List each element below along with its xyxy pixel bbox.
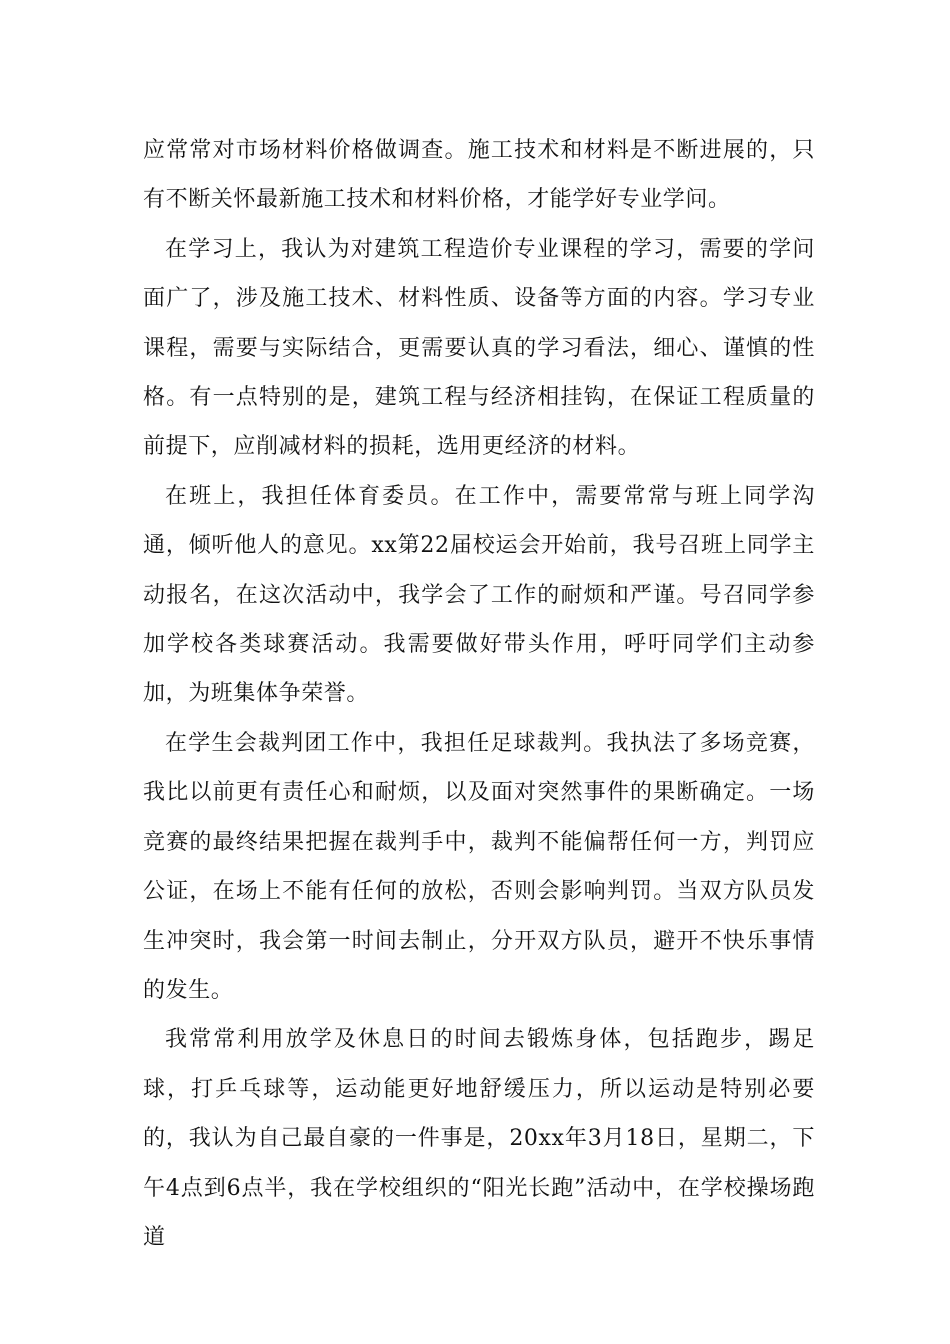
paragraph-class-sports-committee: 在班上，我担任体育委员。在工作中，需要常常与班上同学沟通，倾听他人的意见。xx第22届校运会开始前，我号召班上同学主动报名，在这次活动中，我学会了工作的耐烦和严谨。号召同学参加学校各类球赛活动。我需要做好带头作用，呼吁同学们主动参加，为班集体争荣誉。 [143, 483, 815, 707]
paragraph-study: 在学习上，我认为对建筑工程造价专业课程的学习，需要的学问面广了，涉及施工技术、材料性质、设备等方面的内容。学习专业课程，需要与实际结合，更需要认真的学习看法，细心、谨慎的性格。有一点特别的是，建筑工程与经济相挂钩，在保证工程质量的前提下，应削减材料的损耗，选用更经济的材料。 [143, 236, 815, 460]
paragraph-exercise: 我常常利用放学及休息日的时间去锻炼身体，包括跑步，踢足球，打乒乓球等，运动能更好地舒缓压力，所以运动是特别必要的，我认为自己最自豪的一件事是，20xx年3月18日，星期二，下午4点到6点半，我在学校组织的“阳光长跑”活动中，在学校操场跑道 [143, 1027, 815, 1250]
paragraph-football-referee: 在学生会裁判团工作中，我担任足球裁判。我执法了多场竞赛，我比以前更有责任心和耐烦，以及面对突然事件的果断确定。一场竞赛的最终结果把握在裁判手中，裁判不能偏帮任何一方，判罚应公证，在场上不能有任何的放松，否则会影响判罚。当双方队员发生冲突时，我会第一时间去制止，分开双方队员，避开不快乐事情的发生。 [143, 730, 815, 1003]
paragraph-material-prices: 应常常对市场材料价格做调查。施工技术和材料是不断进展的，只有不断关怀最新施工技术和材料价格，才能学好专业学问。 [143, 138, 815, 213]
document-body [143, 126, 815, 1262]
